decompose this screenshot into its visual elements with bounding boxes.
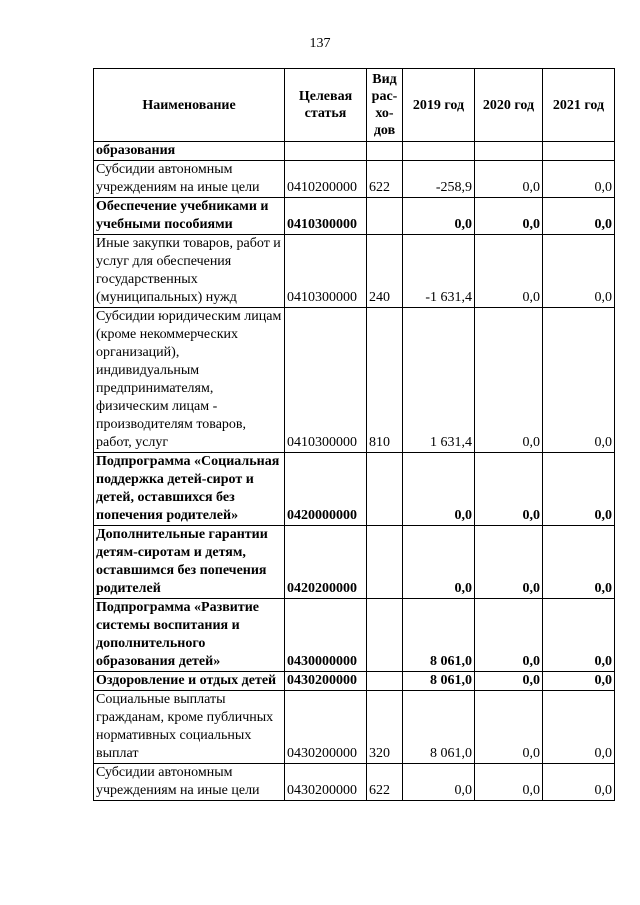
row-name-cell: Социальные выплаты гражданам, кроме публичных нормативных социальных выплат bbox=[94, 691, 285, 764]
header-name: Наименование bbox=[94, 69, 285, 142]
row-type-cell: 240 bbox=[367, 235, 403, 308]
row-code-cell: 0410200000 bbox=[285, 161, 367, 198]
row-code-cell: 0410300000 bbox=[285, 235, 367, 308]
row-2020-cell: 0,0 bbox=[475, 308, 543, 453]
row-name-cell: Субсидии юридическим лицам (кроме некоммерческих организаций), индивидуальным предпринимателям, физическим лицам - производителям товаров, работ, услуг bbox=[94, 308, 285, 453]
row-2020-cell: 0,0 bbox=[475, 235, 543, 308]
table-row bbox=[94, 142, 615, 161]
row-name-cell: Субсидии автономным учреждениям на иные цели bbox=[94, 161, 285, 198]
row-2020-cell: 0,0 bbox=[475, 453, 543, 526]
row-type-cell bbox=[367, 453, 403, 526]
row-name-cell: Оздоровление и отдых детей bbox=[94, 672, 285, 691]
row-2019-cell: 0,0 bbox=[403, 764, 475, 801]
row-code-cell: 0410300000 bbox=[285, 308, 367, 453]
row-2020-cell: 0,0 bbox=[475, 691, 543, 764]
header-2019: 2019 год bbox=[403, 69, 475, 142]
row-name-cell: Подпрограмма «Социальная поддержка детей-сирот и детей, оставшихся без попечения родителей» bbox=[94, 453, 285, 526]
row-2019-cell bbox=[403, 142, 475, 161]
row-code-cell: 0430200000 bbox=[285, 672, 367, 691]
row-name-cell: Обеспечение учебниками и учебными пособиями bbox=[94, 198, 285, 235]
row-2021-cell: 0,0 bbox=[543, 308, 615, 453]
row-2019-cell: 0,0 bbox=[403, 198, 475, 235]
table-row bbox=[94, 235, 615, 308]
row-2019-cell: 1 631,4 bbox=[403, 308, 475, 453]
row-code-cell: 0430000000 bbox=[285, 599, 367, 672]
row-2021-cell: 0,0 bbox=[543, 691, 615, 764]
row-2021-cell: 0,0 bbox=[543, 198, 615, 235]
row-name-cell: Субсидии автономным учреждениям на иные цели bbox=[94, 764, 285, 801]
header-2020: 2020 год bbox=[475, 69, 543, 142]
table-row bbox=[94, 691, 615, 764]
row-2021-cell: 0,0 bbox=[543, 235, 615, 308]
table-row bbox=[94, 453, 615, 526]
row-2020-cell bbox=[475, 142, 543, 161]
row-2020-cell: 0,0 bbox=[475, 599, 543, 672]
row-2021-cell: 0,0 bbox=[543, 764, 615, 801]
row-type-cell: 622 bbox=[367, 161, 403, 198]
row-name-cell: Дополнительные гарантии детям-сиротам и детям, оставшимся без попечения родителей bbox=[94, 526, 285, 599]
row-2019-cell: 0,0 bbox=[403, 453, 475, 526]
table-row bbox=[94, 764, 615, 801]
row-2020-cell: 0,0 bbox=[475, 198, 543, 235]
row-code-cell: 0410300000 bbox=[285, 198, 367, 235]
row-name-cell: Подпрограмма «Развитие системы воспитания и дополнительного образования детей» bbox=[94, 599, 285, 672]
row-2021-cell: 0,0 bbox=[543, 599, 615, 672]
row-2020-cell: 0,0 bbox=[475, 672, 543, 691]
row-type-cell bbox=[367, 672, 403, 691]
table-row bbox=[94, 198, 615, 235]
table-row bbox=[94, 308, 615, 453]
row-2019-cell: -258,9 bbox=[403, 161, 475, 198]
row-code-cell bbox=[285, 142, 367, 161]
row-2021-cell: 0,0 bbox=[543, 672, 615, 691]
row-2019-cell: 8 061,0 bbox=[403, 691, 475, 764]
row-2020-cell: 0,0 bbox=[475, 526, 543, 599]
row-2019-cell: 0,0 bbox=[403, 526, 475, 599]
row-2019-cell: 8 061,0 bbox=[403, 672, 475, 691]
row-2020-cell: 0,0 bbox=[475, 161, 543, 198]
page-number: 137 bbox=[309, 36, 331, 51]
table-header-row bbox=[94, 69, 615, 142]
row-code-cell: 0430200000 bbox=[285, 764, 367, 801]
row-type-cell bbox=[367, 142, 403, 161]
table-row bbox=[94, 526, 615, 599]
row-2021-cell: 0,0 bbox=[543, 453, 615, 526]
row-2021-cell: 0,0 bbox=[543, 526, 615, 599]
header-2021: 2021 год bbox=[543, 69, 615, 142]
table-row bbox=[94, 599, 615, 672]
row-type-cell: 810 bbox=[367, 308, 403, 453]
row-type-cell: 622 bbox=[367, 764, 403, 801]
row-2019-cell: -1 631,4 bbox=[403, 235, 475, 308]
header-code: Целевая статья bbox=[285, 69, 367, 142]
row-code-cell: 0420000000 bbox=[285, 453, 367, 526]
row-name-cell: Иные закупки товаров, работ и услуг для обеспечения государственных (муниципальных) нужд bbox=[94, 235, 285, 308]
budget-table bbox=[93, 68, 615, 801]
row-type-cell bbox=[367, 198, 403, 235]
table-row bbox=[94, 672, 615, 691]
row-type-cell bbox=[367, 526, 403, 599]
row-2020-cell: 0,0 bbox=[475, 764, 543, 801]
table-row bbox=[94, 161, 615, 198]
row-type-cell: 320 bbox=[367, 691, 403, 764]
row-2021-cell bbox=[543, 142, 615, 161]
row-code-cell: 0430200000 bbox=[285, 691, 367, 764]
row-2019-cell: 8 061,0 bbox=[403, 599, 475, 672]
header-type: Вид рас-хо-дов bbox=[367, 69, 403, 142]
row-type-cell bbox=[367, 599, 403, 672]
row-code-cell: 0420200000 bbox=[285, 526, 367, 599]
row-name-cell: образования bbox=[94, 142, 285, 161]
row-2021-cell: 0,0 bbox=[543, 161, 615, 198]
